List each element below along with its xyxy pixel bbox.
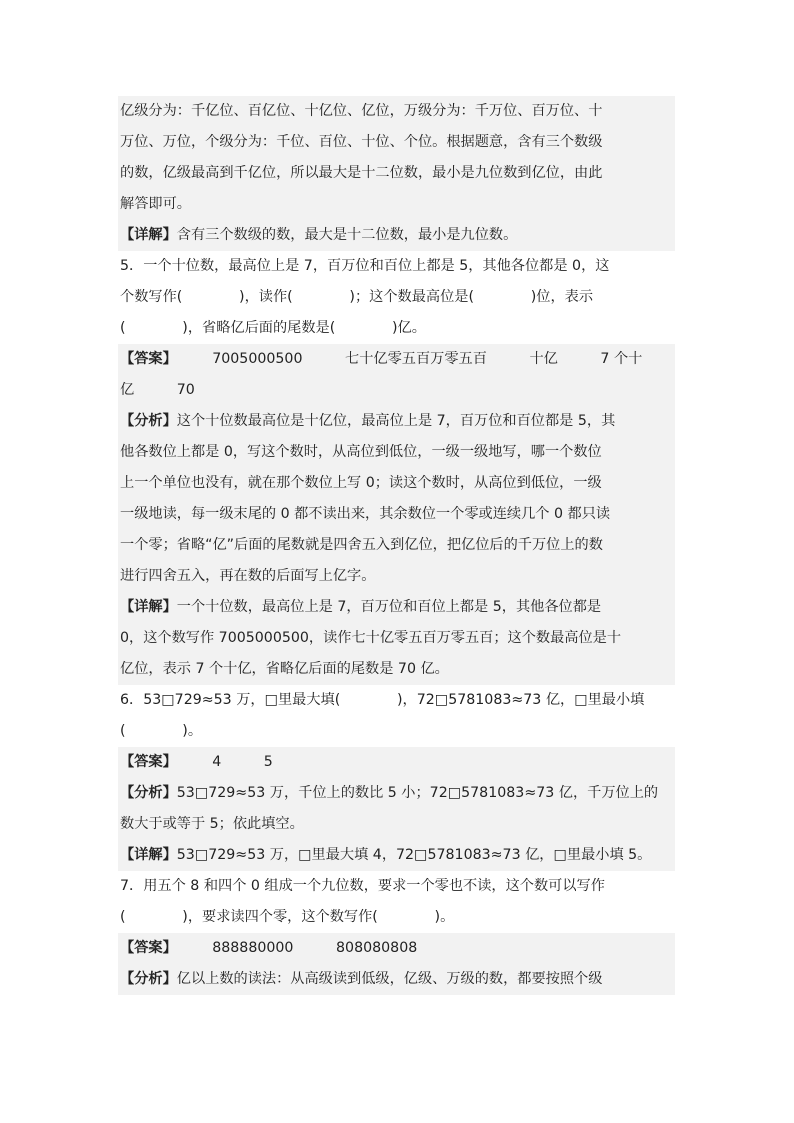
line-text: 一个十位数，最高位上是 7，百万位和百位上都是 5，其他各位都是 <box>176 599 602 615</box>
line-text: 进行四舍五入，再在数的后面写上亿字。 <box>120 568 376 584</box>
question-line <box>118 313 675 344</box>
line-text: 888880000 808080808 <box>169 940 418 956</box>
line-text: 7005000500 七十亿零五百万零五百 十亿 7 个十 <box>169 351 643 367</box>
line-text: 亿位，表示 7 个十亿，省略亿后面的尾数是 70 亿。 <box>120 661 449 677</box>
text-line <box>118 623 675 654</box>
text-line <box>118 406 675 437</box>
text-line <box>118 654 675 685</box>
line-text: ( )。 <box>120 723 203 739</box>
text-line <box>118 375 675 406</box>
line-text: 4 5 <box>169 754 273 770</box>
text-line <box>118 158 675 189</box>
line-text: ( )，省略亿后面的尾数是( )亿。 <box>120 320 426 336</box>
line-text: 解答即可。 <box>120 196 191 212</box>
text-line <box>118 964 675 995</box>
text-line <box>118 127 675 158</box>
line-text: 5．一个十位数，最高位上是 7，百万位和百位上都是 5，其他各位都是 0，这 <box>120 258 610 274</box>
line-text: 7．用五个 8 和四个 0 组成一个九位数，要求一个零也不读，这个数可以写作 <box>120 878 605 894</box>
line-text: 个数写作( )，读作( )；这个数最高位是( )位，表示 <box>120 289 594 305</box>
section-tag: 【答案】 <box>120 940 170 956</box>
text-line <box>118 437 675 468</box>
question-line <box>118 282 675 313</box>
question-line <box>118 902 675 933</box>
question-line <box>118 871 675 902</box>
line-text: 53□729≈53 万，千位上的数比 5 小；72□5781083≈73 亿，千万位上的 <box>176 785 659 801</box>
line-text: 他各数位上都是 0，写这个数时，从高位到低位，一级一级地写，哪一个数位 <box>120 444 602 460</box>
text-line <box>118 592 675 623</box>
line-text: 亿以上数的读法：从高级读到低级，亿级、万级的数，都要按照个级 <box>176 971 603 987</box>
text-line <box>118 809 675 840</box>
line-text: 一个零；省略“亿”后面的尾数就是四舍五入到亿位，把亿位后的千万位上的数 <box>120 537 603 553</box>
section-tag: 【详解】 <box>120 227 177 243</box>
section-tag: 【分析】 <box>120 971 177 987</box>
text-line <box>118 96 675 127</box>
section-tag: 【详解】 <box>120 847 177 863</box>
text-line <box>118 189 675 220</box>
question-line <box>118 716 675 747</box>
section-tag: 【答案】 <box>120 754 170 770</box>
section-tag: 【分析】 <box>120 785 177 801</box>
text-line <box>118 778 675 809</box>
document-body <box>118 96 675 995</box>
text-line <box>118 561 675 592</box>
line-text: 数大于或等于 5；依此填空。 <box>120 816 304 832</box>
line-text: 这个十位数最高位是十亿位，最高位上是 7，百万位和百位都是 5，其 <box>176 413 616 429</box>
text-line <box>118 530 675 561</box>
line-text: 亿级分为：千亿位、百亿位、十亿位、亿位，万级分为：千万位、百万位、十 <box>120 103 603 119</box>
section-tag: 【详解】 <box>120 599 177 615</box>
text-line <box>118 747 675 778</box>
text-line <box>118 840 675 871</box>
line-text: 53□729≈53 万，□里最大填 4，72□5781083≈73 亿，□里最小填 5。 <box>176 847 652 863</box>
text-line <box>118 220 675 251</box>
line-text: 万位、万位，个级分为：千位、百位、十位、个位。根据题意，含有三个数级 <box>120 134 603 150</box>
line-text: 0，这个数写作 7005000500，读作七十亿零五百万零五百；这个数最高位是十 <box>120 630 622 646</box>
line-text: 的数，亿级最高到千亿位，所以最大是十二位数，最小是九位数到亿位，由此 <box>120 165 603 181</box>
text-line <box>118 344 675 375</box>
line-text: 上一个单位也没有，就在那个数位上写 0；读这个数时，从高位到低位，一级 <box>120 475 602 491</box>
line-text: 一级地读，每一级末尾的 0 都不读出来，其余数位一个零或连续几个 0 都只读 <box>120 506 611 522</box>
question-line <box>118 251 675 282</box>
text-line <box>118 933 675 964</box>
line-text: 含有三个数级的数，最大是十二位数，最小是九位数。 <box>176 227 518 243</box>
text-line <box>118 499 675 530</box>
text-line <box>118 468 675 499</box>
question-line <box>118 685 675 716</box>
section-tag: 【分析】 <box>120 413 177 429</box>
line-text: 亿 70 <box>120 382 195 398</box>
line-text: ( )，要求读四个零，这个数写作( )。 <box>120 909 455 925</box>
line-text: 6．53□729≈53 万，□里最大填( )，72□5781083≈73 亿，□里最小填 <box>120 692 645 708</box>
section-tag: 【答案】 <box>120 351 170 367</box>
